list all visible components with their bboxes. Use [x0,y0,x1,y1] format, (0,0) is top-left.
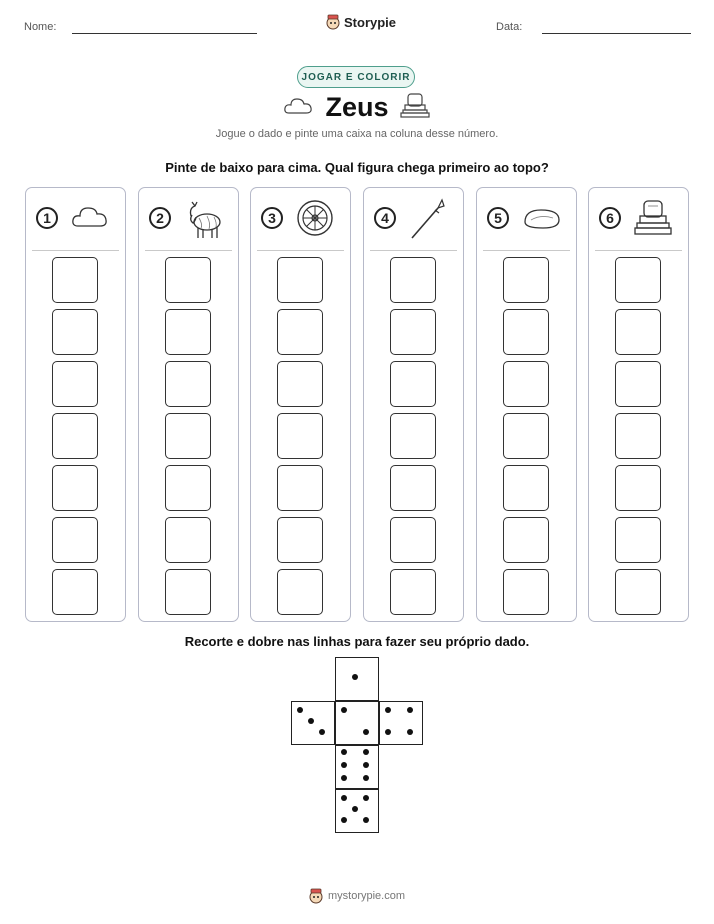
brand-name: Storypie [344,14,397,30]
color-box[interactable] [615,257,661,303]
color-box[interactable] [277,465,323,511]
die-pip [363,795,369,801]
die-pip [341,795,347,801]
color-box[interactable] [503,465,549,511]
column-header [589,188,688,250]
color-box[interactable] [503,257,549,303]
color-box[interactable] [165,361,211,407]
column-divider [145,250,232,251]
die-pip [407,729,413,735]
color-box[interactable] [52,413,98,459]
column-number: 3 [261,207,283,229]
die-face-2 [335,701,379,745]
shield-icon [295,198,335,243]
color-box[interactable] [52,361,98,407]
storypie-mascot-icon [309,888,323,904]
die-face-6 [335,745,379,789]
die-pip [407,707,413,713]
die-pip [385,729,391,735]
column-number: 4 [374,207,396,229]
footer [0,888,714,904]
column-number: 2 [149,207,171,229]
page-title: Zeus [325,92,389,122]
color-box[interactable] [390,517,436,563]
die-pip [341,762,347,768]
color-box[interactable] [503,413,549,459]
color-box[interactable] [503,517,549,563]
color-box[interactable] [277,309,323,355]
column-4 [363,187,464,622]
color-box[interactable] [165,309,211,355]
throne-icon [633,198,673,245]
die-pip [341,707,347,713]
color-box[interactable] [615,517,661,563]
date-label: Data: [496,21,523,33]
color-box[interactable] [390,413,436,459]
die-pip [341,775,347,781]
die-pip [363,762,369,768]
die-pip [297,707,303,713]
color-box[interactable] [503,569,549,615]
color-box[interactable] [615,465,661,511]
column-header [364,188,463,250]
die-pip [363,817,369,823]
color-box[interactable] [165,413,211,459]
color-box[interactable] [277,569,323,615]
spear-icon [408,198,448,245]
color-box[interactable] [277,361,323,407]
color-box[interactable] [165,517,211,563]
column-divider [370,250,457,251]
color-box[interactable] [615,361,661,407]
column-3 [250,187,351,622]
cloud-icon [70,198,110,243]
color-box[interactable] [52,517,98,563]
color-box[interactable] [390,465,436,511]
die-pip [308,718,314,724]
die-face-5 [335,789,379,833]
die-face-1 [335,657,379,701]
color-box[interactable] [277,517,323,563]
color-box[interactable] [52,569,98,615]
color-box[interactable] [52,257,98,303]
die-pip [352,806,358,812]
column-header [251,188,350,250]
column-number: 6 [599,207,621,229]
footer-url[interactable]: mystorypie.com [327,890,406,902]
die-instruction: Recorte e dobre nas linhas para fazer seu próprio dado. [184,634,530,649]
goat-icon [183,198,223,245]
column-divider [32,250,119,251]
color-box[interactable] [390,257,436,303]
storypie-mascot-icon [326,14,340,30]
name-line[interactable] [72,33,257,34]
color-box[interactable] [390,309,436,355]
name-label: Nome: [24,21,57,33]
die-pip [363,775,369,781]
color-box[interactable] [615,569,661,615]
column-header [26,188,125,250]
die-pip [352,674,358,680]
die-face-4 [379,701,423,745]
column-number: 1 [36,207,58,229]
column-1 [25,187,126,622]
color-box[interactable] [277,413,323,459]
column-2 [138,187,239,622]
stone-icon [521,198,563,243]
color-box[interactable] [615,413,661,459]
color-box[interactable] [503,361,549,407]
column-header [139,188,238,250]
color-box[interactable] [390,569,436,615]
instruction-text: Pinte de baixo para cima. Qual figura chega primeiro ao topo? [165,160,549,175]
die-face-3 [291,701,335,745]
color-box[interactable] [165,569,211,615]
column-divider [595,250,682,251]
column-divider [483,250,570,251]
date-line[interactable] [542,33,691,34]
color-box[interactable] [503,309,549,355]
die-pip [385,707,391,713]
color-box[interactable] [165,465,211,511]
column-header [477,188,576,250]
color-box[interactable] [165,257,211,303]
page-subtitle: Jogue o dado e pinte uma caixa na coluna desse número. [215,128,499,140]
die-pip [341,817,347,823]
color-box[interactable] [52,465,98,511]
color-box[interactable] [277,257,323,303]
die-pip [363,749,369,755]
category-badge: JOGAR E COLORIR [297,66,415,88]
color-box[interactable] [390,361,436,407]
column-divider [257,250,344,251]
column-number: 5 [487,207,509,229]
color-box[interactable] [52,309,98,355]
die-pip [319,729,325,735]
throne-icon [400,92,430,120]
brand-logo [326,14,396,30]
die-pip [341,749,347,755]
die-pip [363,729,369,735]
color-box[interactable] [615,309,661,355]
column-6 [588,187,689,622]
column-5 [476,187,577,622]
